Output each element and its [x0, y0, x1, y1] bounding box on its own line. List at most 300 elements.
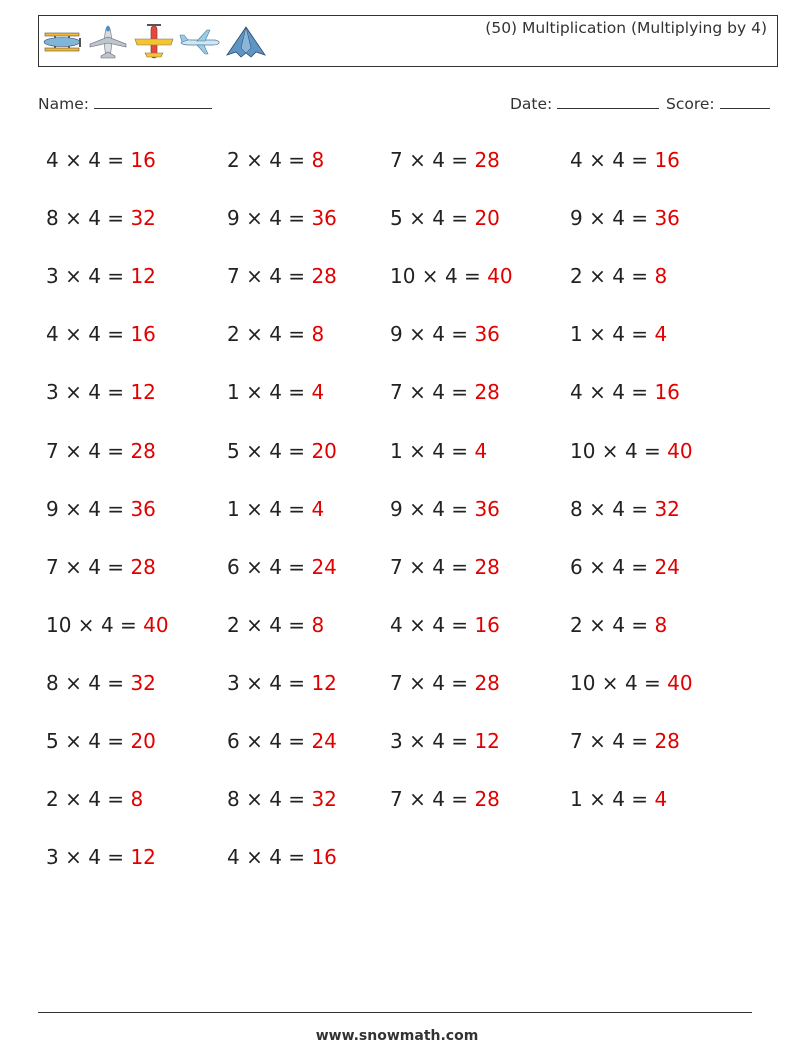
answer: 40	[143, 612, 169, 637]
factor-a: 4	[570, 380, 583, 405]
factor-a: 2	[227, 612, 240, 637]
times-sign: ×	[58, 496, 89, 521]
equals-sign: =	[624, 264, 655, 289]
equals-sign: =	[100, 264, 131, 289]
factor-b: 4	[269, 322, 282, 347]
answer: 28	[654, 729, 680, 753]
multiplication-problem	[570, 787, 667, 811]
factor-b: 4	[624, 670, 638, 695]
times-sign: ×	[582, 322, 613, 347]
times-sign: ×	[58, 322, 89, 347]
factor-b: 4	[88, 322, 101, 347]
times-sign: ×	[239, 264, 270, 289]
factor-a: 1	[227, 496, 240, 521]
times-sign: ×	[402, 206, 433, 231]
answer: 20	[474, 206, 500, 231]
factor-a: 4	[390, 612, 403, 637]
factor-a: 7	[390, 670, 403, 695]
factor-b: 4	[432, 322, 445, 347]
multiplication-problem	[570, 729, 680, 753]
multiplication-problem	[46, 439, 156, 463]
factor-b: 4	[88, 670, 101, 695]
factor-b: 4	[88, 496, 101, 521]
times-sign: ×	[58, 787, 89, 812]
factor-a: 5	[46, 729, 59, 753]
answer: 36	[130, 496, 156, 521]
multiplication-problem	[390, 787, 500, 811]
equals-sign: =	[100, 380, 131, 405]
times-sign: ×	[402, 496, 433, 521]
factor-a: 1	[390, 438, 403, 463]
multiplication-problem	[390, 439, 487, 463]
factor-b: 4	[88, 845, 101, 870]
multiplication-problem	[390, 671, 500, 695]
equals-sign: =	[281, 787, 312, 812]
answer: 8	[311, 612, 325, 637]
answer: 36	[311, 206, 337, 231]
times-sign: ×	[239, 148, 270, 172]
times-sign: ×	[58, 148, 89, 172]
answer: 28	[474, 787, 500, 812]
times-sign: ×	[71, 612, 101, 637]
footer-divider	[38, 1012, 752, 1013]
times-sign: ×	[58, 554, 89, 579]
equals-sign: =	[100, 148, 131, 172]
equals-sign: =	[281, 554, 312, 579]
answer: 40	[667, 670, 693, 695]
answer: 12	[130, 264, 156, 289]
multiplication-problem	[46, 729, 156, 753]
factor-b: 4	[88, 438, 101, 463]
equals-sign: =	[444, 670, 475, 695]
factor-b: 4	[88, 264, 101, 289]
multiplication-problem	[570, 322, 667, 346]
equals-sign: =	[444, 496, 475, 521]
score-label: Score:	[666, 95, 715, 113]
multiplication-problem	[390, 497, 500, 521]
factor-a: 8	[46, 670, 59, 695]
answer: 36	[474, 322, 500, 347]
factor-a: 7	[390, 380, 403, 405]
factor-b: 4	[432, 787, 445, 812]
times-sign: ×	[239, 380, 270, 405]
factor-a: 7	[390, 148, 403, 172]
multiplication-problem	[46, 671, 156, 695]
equals-sign: =	[444, 438, 475, 463]
answer: 32	[130, 206, 156, 231]
date-label: Date:	[510, 95, 553, 113]
equals-sign: =	[624, 787, 655, 812]
times-sign: ×	[402, 380, 433, 405]
equals-sign: =	[100, 845, 131, 870]
factor-b: 4	[269, 729, 282, 753]
factor-b: 4	[269, 496, 282, 521]
multiplication-problem	[390, 206, 500, 230]
factor-b: 4	[612, 554, 625, 579]
answer: 12	[311, 670, 337, 695]
answer: 16	[654, 380, 680, 405]
factor-a: 3	[390, 729, 403, 753]
multiplication-problem	[570, 380, 680, 404]
answer: 28	[130, 438, 156, 463]
answer: 36	[654, 206, 680, 231]
answer: 32	[654, 496, 680, 521]
factor-a: 1	[570, 322, 583, 347]
factor-a: 9	[46, 496, 59, 521]
factor-a: 7	[227, 264, 240, 289]
answer: 4	[654, 787, 668, 812]
equals-sign: =	[624, 206, 655, 231]
factor-b: 4	[432, 612, 445, 637]
factor-b: 4	[269, 845, 282, 870]
multiplication-problem	[390, 322, 500, 346]
answer: 4	[474, 438, 488, 463]
factor-a: 2	[46, 787, 59, 812]
answer: 8	[311, 148, 325, 172]
times-sign: ×	[582, 496, 613, 521]
times-sign: ×	[582, 729, 613, 753]
equals-sign: =	[457, 264, 488, 289]
multiplication-problem	[390, 148, 500, 172]
factor-b: 4	[269, 554, 282, 579]
multiplication-problem	[227, 439, 337, 463]
times-sign: ×	[58, 264, 89, 289]
factor-a: 3	[227, 670, 240, 695]
multiplication-problem	[390, 555, 500, 579]
times-sign: ×	[402, 670, 433, 695]
multiplication-problem	[227, 787, 337, 811]
equals-sign: =	[100, 206, 131, 231]
multiplication-problem	[227, 148, 324, 172]
equals-sign: =	[444, 206, 475, 231]
equals-sign: =	[444, 612, 475, 637]
answer: 28	[311, 264, 337, 289]
times-sign: ×	[402, 148, 433, 172]
factor-b: 4	[624, 438, 638, 463]
times-sign: ×	[402, 554, 433, 579]
answer: 32	[130, 670, 156, 695]
multiplication-problem	[227, 613, 324, 637]
multiplication-problem	[390, 613, 500, 637]
multiplication-problem	[227, 729, 337, 753]
answer: 28	[130, 554, 156, 579]
factor-a: 1	[227, 380, 240, 405]
factor-b: 4	[88, 787, 101, 812]
multiplication-problem	[46, 497, 156, 521]
equals-sign: =	[281, 322, 312, 347]
multiplication-problem	[227, 206, 337, 230]
factor-b: 4	[269, 206, 282, 231]
factor-a: 1	[570, 787, 583, 812]
factor-a: 6	[570, 554, 583, 579]
times-sign: ×	[402, 787, 433, 812]
times-sign: ×	[582, 612, 613, 637]
answer: 8	[311, 322, 325, 347]
factor-a: 6	[227, 554, 240, 579]
factor-a: 4	[46, 148, 59, 172]
equals-sign: =	[444, 787, 475, 812]
multiplication-problem	[570, 439, 693, 463]
factor-a: 10	[46, 612, 72, 637]
answer: 40	[667, 438, 693, 463]
factor-a: 7	[390, 554, 403, 579]
factor-a: 4	[46, 322, 59, 347]
times-sign: ×	[239, 612, 270, 637]
factor-b: 4	[612, 380, 625, 405]
answer: 40	[487, 264, 513, 289]
multiplication-problem	[46, 787, 143, 811]
answer: 24	[311, 554, 337, 579]
factor-b: 4	[432, 670, 445, 695]
factor-b: 4	[100, 612, 114, 637]
multiplication-problem	[46, 264, 156, 288]
factor-b: 4	[432, 380, 445, 405]
factor-b: 4	[432, 729, 445, 753]
factor-a: 8	[46, 206, 59, 231]
equals-sign: =	[444, 554, 475, 579]
factor-b: 4	[88, 729, 101, 753]
answer: 16	[130, 322, 156, 347]
times-sign: ×	[582, 264, 613, 289]
factor-a: 5	[227, 438, 240, 463]
answer: 8	[130, 787, 144, 812]
times-sign: ×	[58, 845, 89, 870]
multiplication-problem	[570, 206, 680, 230]
multiplication-problem	[227, 380, 324, 404]
equals-sign: =	[624, 322, 655, 347]
equals-sign: =	[624, 554, 655, 579]
equals-sign: =	[281, 612, 312, 637]
equals-sign: =	[100, 438, 131, 463]
factor-b: 4	[269, 380, 282, 405]
multiplication-problem	[227, 845, 337, 869]
times-sign: ×	[415, 264, 445, 289]
multiplication-problem	[46, 380, 156, 404]
factor-b: 4	[612, 148, 625, 172]
multiplication-problem	[390, 264, 513, 288]
equals-sign: =	[444, 148, 475, 172]
factor-a: 5	[390, 206, 403, 231]
equals-sign: =	[624, 612, 655, 637]
equals-sign: =	[637, 670, 668, 695]
equals-sign: =	[100, 729, 131, 753]
factor-a: 3	[46, 845, 59, 870]
factor-b: 4	[612, 322, 625, 347]
factor-a: 9	[390, 322, 403, 347]
answer: 20	[130, 729, 156, 753]
times-sign: ×	[239, 322, 270, 347]
factor-a: 9	[390, 496, 403, 521]
times-sign: ×	[402, 729, 433, 753]
factor-a: 3	[46, 380, 59, 405]
factor-a: 8	[227, 787, 240, 812]
factor-a: 2	[227, 322, 240, 347]
equals-sign: =	[281, 206, 312, 231]
answer: 28	[474, 380, 500, 405]
multiplication-problem	[227, 264, 337, 288]
answer: 16	[474, 612, 500, 637]
factor-a: 7	[46, 554, 59, 579]
worksheet-title: (50) Multiplication (Multiplying by 4)	[485, 19, 767, 37]
times-sign: ×	[239, 496, 270, 521]
factor-b: 4	[88, 148, 101, 172]
multiplication-problem	[390, 729, 500, 753]
factor-b: 4	[612, 496, 625, 521]
multiplication-problem	[227, 322, 324, 346]
factor-a: 7	[570, 729, 583, 753]
times-sign: ×	[402, 322, 433, 347]
multiplication-problem	[570, 497, 680, 521]
multiplication-problem	[227, 497, 324, 521]
factor-b: 4	[432, 148, 445, 172]
factor-b: 4	[269, 670, 282, 695]
equals-sign: =	[100, 554, 131, 579]
factor-a: 2	[227, 148, 240, 172]
equals-sign: =	[281, 438, 312, 463]
factor-b: 4	[269, 264, 282, 289]
equals-sign: =	[637, 438, 668, 463]
answer: 12	[474, 729, 500, 753]
times-sign: ×	[58, 438, 89, 463]
answer: 8	[654, 264, 668, 289]
factor-a: 4	[227, 845, 240, 870]
factor-a: 7	[46, 438, 59, 463]
multiplication-problem	[570, 264, 667, 288]
equals-sign: =	[281, 380, 312, 405]
times-sign: ×	[402, 612, 433, 637]
equals-sign: =	[100, 787, 131, 812]
equals-sign: =	[281, 264, 312, 289]
equals-sign: =	[100, 670, 131, 695]
times-sign: ×	[582, 554, 613, 579]
factor-a: 2	[570, 612, 583, 637]
equals-sign: =	[100, 322, 131, 347]
factor-a: 7	[390, 787, 403, 812]
times-sign: ×	[58, 206, 89, 231]
multiplication-problem	[570, 671, 693, 695]
factor-b: 4	[432, 206, 445, 231]
times-sign: ×	[239, 438, 270, 463]
answer: 36	[474, 496, 500, 521]
factor-a: 10	[390, 264, 416, 289]
times-sign: ×	[239, 787, 270, 812]
equals-sign: =	[281, 845, 312, 870]
equals-sign: =	[281, 148, 312, 172]
times-sign: ×	[595, 438, 625, 463]
multiplication-problem	[46, 613, 169, 637]
factor-b: 4	[432, 438, 445, 463]
factor-a: 3	[46, 264, 59, 289]
times-sign: ×	[402, 438, 433, 463]
factor-a: 4	[570, 148, 583, 172]
factor-b: 4	[88, 380, 101, 405]
factor-b: 4	[612, 612, 625, 637]
factor-b: 4	[612, 206, 625, 231]
factor-a: 9	[227, 206, 240, 231]
multiplication-problem	[46, 555, 156, 579]
factor-b: 4	[432, 496, 445, 521]
answer: 24	[654, 554, 680, 579]
factor-b: 4	[612, 787, 625, 812]
factor-a: 2	[570, 264, 583, 289]
answer: 28	[474, 148, 500, 172]
equals-sign: =	[281, 496, 312, 521]
answer: 16	[130, 148, 156, 172]
answer: 4	[654, 322, 668, 347]
multiplication-problem	[570, 555, 680, 579]
answer: 4	[311, 496, 325, 521]
answer: 4	[311, 380, 325, 405]
multiplication-problem	[570, 148, 680, 172]
answer: 12	[130, 845, 156, 870]
equals-sign: =	[100, 496, 131, 521]
answer: 28	[474, 554, 500, 579]
footer-website: www.snowmath.com	[315, 1028, 479, 1044]
factor-b: 4	[612, 729, 625, 753]
multiplication-problem	[227, 555, 337, 579]
factor-b: 4	[444, 264, 458, 289]
times-sign: ×	[595, 670, 625, 695]
equals-sign: =	[444, 729, 475, 753]
factor-b: 4	[269, 438, 282, 463]
answer: 8	[654, 612, 668, 637]
multiplication-problem	[390, 380, 500, 404]
multiplication-problem	[46, 206, 156, 230]
answer: 16	[654, 148, 680, 172]
equals-sign: =	[281, 729, 312, 753]
equals-sign: =	[281, 670, 312, 695]
name-label: Name:	[38, 95, 89, 113]
multiplication-problem	[227, 671, 337, 695]
equals-sign: =	[113, 612, 144, 637]
answer: 28	[474, 670, 500, 695]
times-sign: ×	[582, 206, 613, 231]
times-sign: ×	[582, 787, 613, 812]
multiplication-problem	[570, 613, 667, 637]
equals-sign: =	[624, 380, 655, 405]
factor-b: 4	[612, 264, 625, 289]
times-sign: ×	[58, 380, 89, 405]
answer: 24	[311, 729, 337, 753]
equals-sign: =	[444, 322, 475, 347]
multiplication-problem	[46, 148, 156, 172]
factor-a: 9	[570, 206, 583, 231]
answer: 16	[311, 845, 337, 870]
equals-sign: =	[624, 496, 655, 521]
factor-a: 8	[570, 496, 583, 521]
factor-b: 4	[432, 554, 445, 579]
times-sign: ×	[239, 206, 270, 231]
answer: 12	[130, 380, 156, 405]
times-sign: ×	[58, 729, 89, 753]
factor-a: 10	[570, 438, 596, 463]
multiplication-problem	[46, 322, 156, 346]
times-sign: ×	[582, 148, 613, 172]
answer: 20	[311, 438, 337, 463]
factor-b: 4	[269, 787, 282, 812]
multiplication-problem	[46, 845, 156, 869]
times-sign: ×	[58, 670, 89, 695]
equals-sign: =	[624, 148, 655, 172]
factor-b: 4	[88, 206, 101, 231]
times-sign: ×	[239, 729, 270, 753]
answer: 32	[311, 787, 337, 812]
factor-a: 6	[227, 729, 240, 753]
factor-a: 10	[570, 670, 596, 695]
equals-sign: =	[444, 380, 475, 405]
factor-b: 4	[269, 612, 282, 637]
times-sign: ×	[239, 670, 270, 695]
